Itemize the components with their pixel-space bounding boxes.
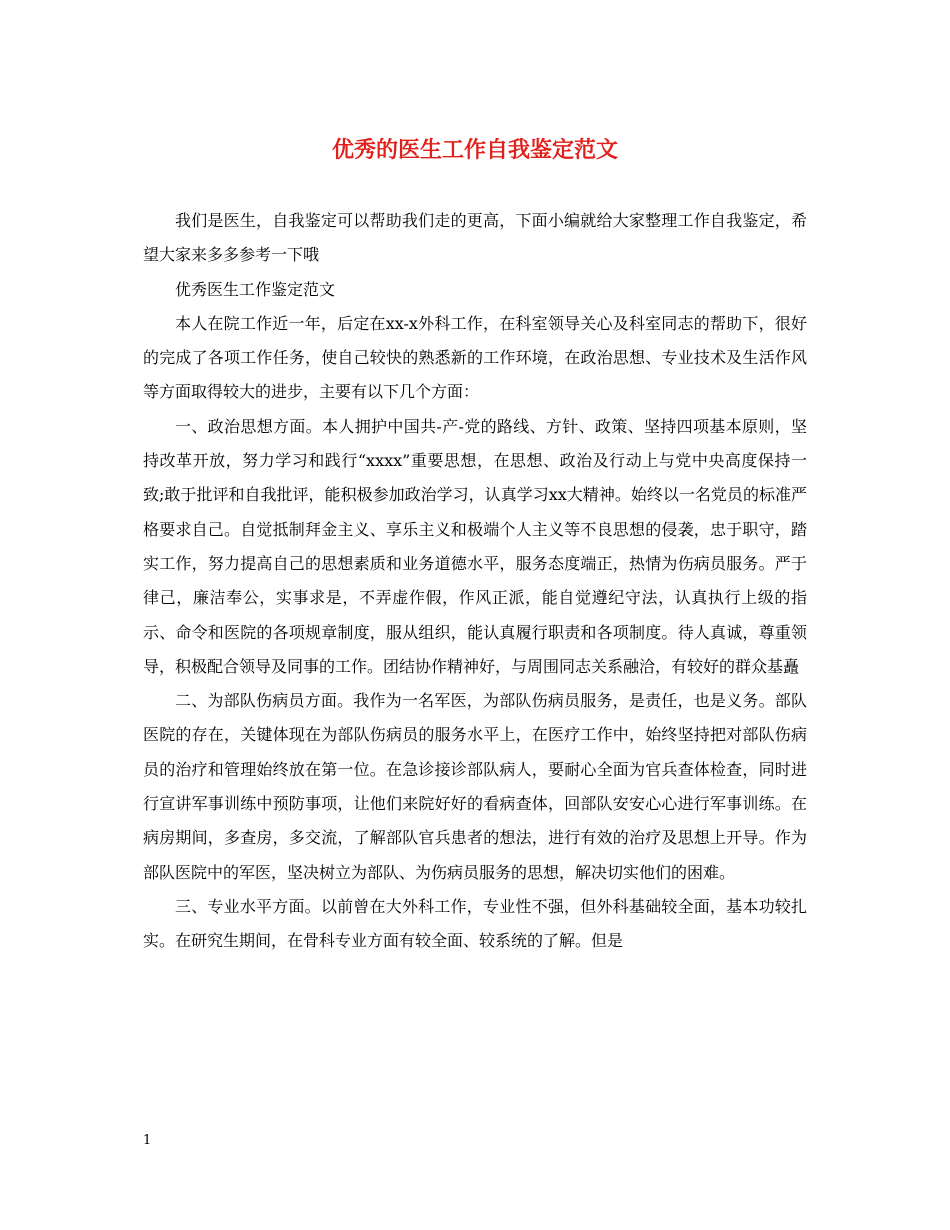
page-number: 1	[143, 1133, 152, 1148]
paragraph-service: 二、为部队伤病员方面。我作为一名军医，为部队伤病员服务，是责任，也是义务。部队医院的存在，关键体现在为部队伤病员的服务水平上，在医疗工作中，始终坚持把对部队伤病员的治疗和管理始终放在第一位。在急诊接诊部队病人，要耐心全面为官兵查体检查，同时进行宣讲军事训练中预防事项，让他们来院好好的看病查体，回部队安安心心进行军事训练。在病房期间，多查房，多交流，了解部队官兵患者的想法，进行有效的治疗及思想上开导。作为部队医院中的军医，坚决树立为部队、为伤病员服务的思想，解决切实他们的困难。	[143, 691, 807, 882]
document-body	[143, 204, 807, 959]
paragraph-overview: 本人在院工作近一年，后定在xx-x外科工作，在科室领导关心及科室同志的帮助下，很好的完成了各项工作任务，使自己较快的熟悉新的工作环境，在政治思想、专业技术及生活作风等方面取得较大的进步，主要有以下几个方面：	[143, 313, 807, 402]
paragraph-political: 一、政治思想方面。本人拥护中国共-产-党的路线、方针、政策、坚持四项基本原则，坚持改革开放，努力学习和践行“xxxx”重要思想，在思想、政治及行动上与党中央高度保持一致;敢于批评和自我批评，能积极参加政治学习，认真学习xx大精神。始终以一名党员的标准严格要求自己。自觉抵制拜金主义、享乐主义和极端个人主义等不良思想的侵袭，忠于职守，踏实工作，努力提高自己的思想素质和业务道德水平，服务态度端正，热情为伤病员服务。严于律己，廉洁奉公，实事求是，不弄虚作假，作风正派，能自觉遵纪守法，认真执行上级的指示、命令和医院的各项规章制度，服从组织，能认真履行职责和各项制度。待人真诚，尊重领导，积极配合领导及同事的工作。团结协作精神好，与周围同志关系融洽，有较好的群众基矗	[143, 416, 807, 676]
paragraph-professional: 三、专业水平方面。以前曾在大外科工作，专业性不强，但外科基础较全面，基本功较扎实。在研究生期间，在骨科专业方面有较全面、较系统的了解。但是	[143, 896, 807, 951]
document-title: 优秀的医生工作自我鉴定范文	[331, 137, 618, 163]
paragraph-subtitle: 优秀医生工作鉴定范文	[175, 279, 336, 299]
paragraph-intro: 我们是医生，自我鉴定可以帮助我们走的更高，下面小编就给大家整理工作自我鉴定，希望大家来多多参考一下哦	[143, 211, 807, 265]
